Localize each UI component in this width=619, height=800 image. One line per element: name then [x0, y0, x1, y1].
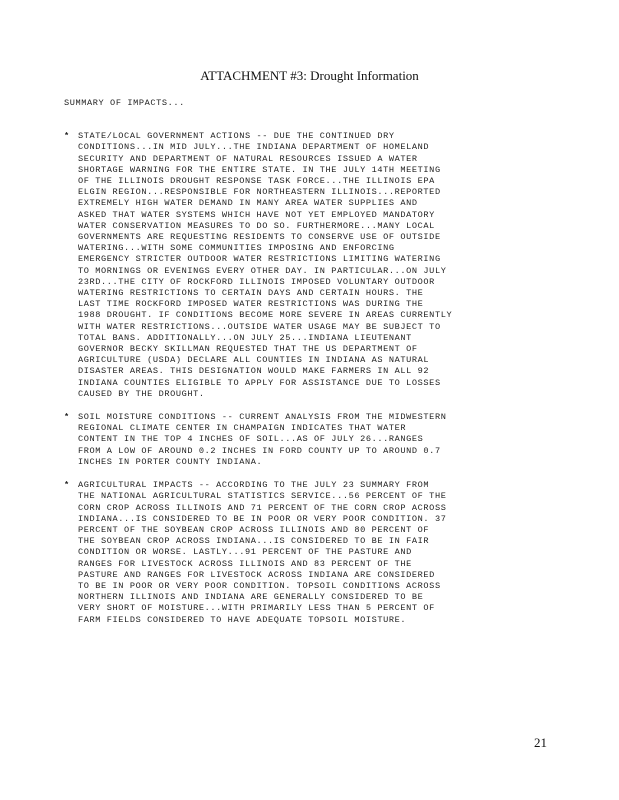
bullet-mark: *	[64, 131, 70, 142]
text-line: PASTURE AND RANGES FOR LIVESTOCK ACROSS INDIANA ARE CONSIDERED	[78, 569, 435, 580]
text-line: GOVERNMENTS ARE REQUESTING RESIDENTS TO CONSERVE USE OF OUTSIDE	[78, 232, 441, 243]
text-line: SOIL MOISTURE CONDITIONS -- CURRENT ANALYSIS FROM THE MIDWESTERN	[78, 412, 447, 423]
text-line: 23RD...THE CITY OF ROCKFORD ILLINOIS IMPOSED VOLUNTARY OUTDOOR	[78, 276, 435, 287]
text-line: PERCENT OF THE SOYBEAN CROP ACROSS ILLINOIS AND 80 PERCENT OF	[78, 524, 430, 535]
impact-bullet	[64, 131, 564, 400]
text-line: THE SOYBEAN CROP ACROSS INDIANA...IS CONSIDERED TO BE IN FAIR	[78, 536, 430, 547]
text-line: INCHES IN PORTER COUNTY INDIANA.	[78, 456, 263, 467]
text-line: GOVERNOR BECKY SKILLMAN REQUESTED THAT THE US DEPARTMENT OF	[78, 344, 418, 355]
impact-list	[64, 131, 564, 626]
bullet-text	[78, 131, 564, 400]
text-line: WITH WATER RESTRICTIONS...OUTSIDE WATER USAGE MAY BE SUBJECT TO	[78, 321, 441, 332]
text-line: TO MORNINGS OR EVENINGS EVERY OTHER DAY. IN PARTICULAR...ON JULY	[78, 265, 447, 276]
bullet-text	[78, 412, 564, 468]
bullet-mark: *	[64, 412, 70, 423]
text-line: 1988 DROUGHT. IF CONDITIONS BECOME MORE SEVERE IN AREAS CURRENTLY	[78, 310, 453, 321]
text-line: ELGIN REGION...RESPONSIBLE FOR NORTHEASTERN ILLINOIS...REPORTED	[78, 187, 441, 198]
text-line: VERY SHORT OF MOISTURE...WITH PRIMARILY LESS THAN 5 PERCENT OF	[78, 603, 435, 614]
text-line: INDIANA COUNTIES ELIGIBLE TO APPLY FOR ASSISTANCE DUE TO LOSSES	[78, 377, 441, 388]
text-line: EMERGENCY STRICTER OUTDOOR WATER RESTRICTIONS LIMITING WATERING	[78, 254, 441, 265]
text-line: DISASTER AREAS. THIS DESIGNATION WOULD MAKE FARMERS IN ALL 92	[78, 366, 430, 377]
text-line: TOTAL BANS. ADDITIONALLY...ON JULY 25...INDIANA LIEUTENANT	[78, 332, 412, 343]
summary-heading: SUMMARY OF IMPACTS...	[64, 98, 185, 108]
text-line: REGIONAL CLIMATE CENTER IN CHAMPAIGN INDICATES THAT WATER	[78, 423, 407, 434]
text-line: CONDITIONS...IN MID JULY...THE INDIANA DEPARTMENT OF HOMELAND	[78, 142, 430, 153]
impact-bullet	[64, 412, 564, 468]
page-number: 21	[534, 735, 547, 750]
text-line: FROM A LOW OF AROUND 0.2 INCHES IN FORD COUNTY UP TO AROUND 0.7	[78, 445, 441, 456]
text-line: RANGES FOR LIVESTOCK ACROSS ILLINOIS AND 83 PERCENT OF THE	[78, 558, 412, 569]
text-line: LAST TIME ROCKFORD IMPOSED WATER RESTRICTIONS WAS DURING THE	[78, 299, 424, 310]
text-line: AGRICULTURAL IMPACTS -- ACCORDING TO THE JULY 23 SUMMARY FROM	[78, 480, 430, 491]
text-line: SECURITY AND DEPARTMENT OF NATURAL RESOURCES ISSUED A WATER	[78, 153, 418, 164]
bullet-mark: *	[64, 480, 70, 491]
text-line: INDIANA...IS CONSIDERED TO BE IN POOR OR VERY POOR CONDITION. 37	[78, 513, 447, 524]
text-line: CAUSED BY THE DROUGHT.	[78, 388, 205, 399]
text-line: THE NATIONAL AGRICULTURAL STATISTICS SERVICE...56 PERCENT OF THE	[78, 491, 447, 502]
document-body	[64, 98, 564, 638]
text-line: EXTREMELY HIGH WATER DEMAND IN MANY AREA WATER SUPPLIES AND	[78, 198, 418, 209]
document-title: ATTACHMENT #3: Drought Information	[200, 68, 419, 83]
bullet-text	[78, 480, 564, 626]
text-line: WATERING...WITH SOME COMMUNITIES IMPOSING AND ENFORCING	[78, 243, 395, 254]
text-line: SHORTAGE WARNING FOR THE ENTIRE STATE. IN THE JULY 14TH MEETING	[78, 164, 441, 175]
text-line: CORN CROP ACROSS ILLINOIS AND 71 PERCENT OF THE CORN CROP ACROSS	[78, 502, 447, 513]
text-line: TO BE IN POOR OR VERY POOR CONDITION. TOPSOIL CONDITIONS ACROSS	[78, 580, 441, 591]
text-line: NORTHERN ILLINOIS AND INDIANA ARE GENERALLY CONSIDERED TO BE	[78, 592, 424, 603]
text-line: AGRICULTURE (USDA) DECLARE ALL COUNTIES IN INDIANA AS NATURAL	[78, 355, 430, 366]
text-line: ASKED THAT WATER SYSTEMS WHICH HAVE NOT YET EMPLOYED MANDATORY	[78, 209, 435, 220]
text-line: OF THE ILLINOIS DROUGHT RESPONSE TASK FORCE...THE ILLINOIS EPA	[78, 176, 435, 187]
impact-bullet	[64, 480, 564, 626]
text-line: CONTENT IN THE TOP 4 INCHES OF SOIL...AS OF JULY 26...RANGES	[78, 434, 424, 445]
text-line: FARM FIELDS CONSIDERED TO HAVE ADEQUATE TOPSOIL MOISTURE.	[78, 614, 407, 625]
text-line: WATER CONSERVATION MEASURES TO DO SO. FURTHERMORE...MANY LOCAL	[78, 220, 435, 231]
text-line: CONDITION OR WORSE. LASTLY...91 PERCENT OF THE PASTURE AND	[78, 547, 412, 558]
text-line: STATE/LOCAL GOVERNMENT ACTIONS -- DUE THE CONTINUED DRY	[78, 131, 395, 142]
text-line: WATERING RESTRICTIONS TO CERTAIN DAYS AND CERTAIN HOURS. THE	[78, 288, 424, 299]
